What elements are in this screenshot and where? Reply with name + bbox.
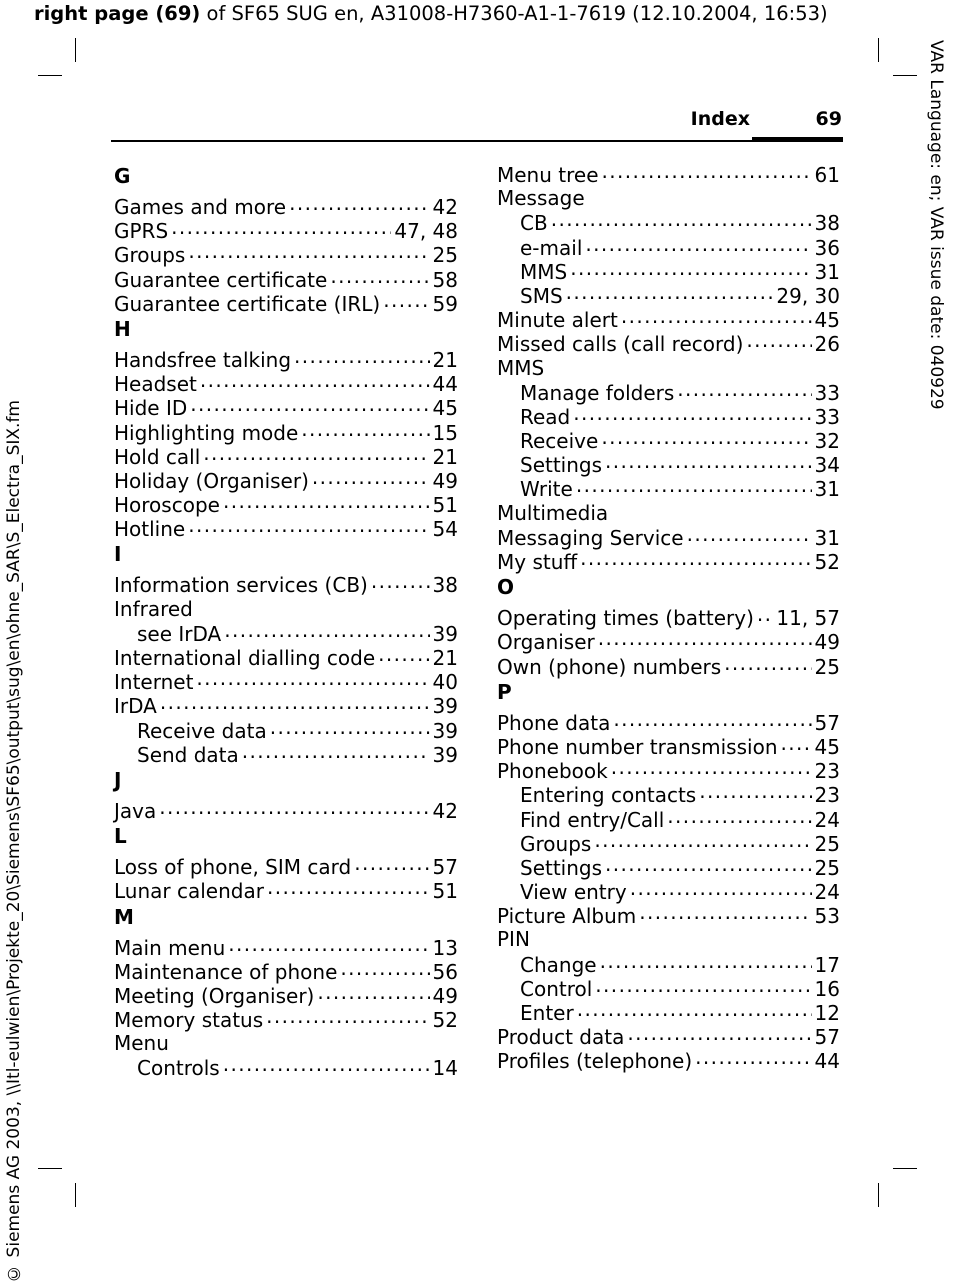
dot-leader xyxy=(687,525,812,545)
index-page-ref: 56 xyxy=(432,959,458,984)
index-term: Messaging Service xyxy=(497,525,684,550)
index-term: GPRS xyxy=(114,219,169,244)
index-term: Settings xyxy=(520,855,603,880)
index-page-ref: 17 xyxy=(814,952,840,977)
index-term: Guarantee certificate (IRL) xyxy=(114,291,381,316)
crop-mark xyxy=(893,75,917,76)
index-page-ref: 45 xyxy=(814,308,840,333)
index-term: Memory status xyxy=(114,1008,264,1033)
index-page-ref: 21 xyxy=(432,347,458,372)
index-term: Settings xyxy=(520,453,603,478)
index-page-ref: 33 xyxy=(814,380,840,405)
index-letter-heading: I xyxy=(114,542,122,567)
index-page-ref: 29, 30 xyxy=(776,283,840,308)
index-page-ref: 52 xyxy=(432,1008,458,1033)
index-group-heading: Infrared xyxy=(114,596,193,621)
index-entry xyxy=(497,605,840,629)
index-page-ref: 51 xyxy=(432,493,458,518)
index-group-heading: MMS xyxy=(497,355,545,380)
index-term: Find entry/Call xyxy=(520,807,665,832)
index-group-heading: Multimedia xyxy=(497,500,609,525)
index-term: Information services (CB) xyxy=(114,573,368,598)
dot-leader xyxy=(200,371,430,391)
index-page-ref: 25 xyxy=(814,855,840,880)
index-entry xyxy=(497,710,840,734)
page-number: 69 xyxy=(815,108,842,130)
index-entry xyxy=(114,516,458,540)
index-term: Hotline xyxy=(114,517,186,542)
index-term: Maintenance of phone xyxy=(114,959,338,984)
index-entry xyxy=(114,572,458,596)
index-entry xyxy=(497,903,840,927)
index-term: Headset xyxy=(114,372,197,397)
dot-leader xyxy=(585,235,811,255)
index-subentry xyxy=(497,807,840,831)
crop-mark xyxy=(75,38,76,62)
index-term: Minute alert xyxy=(497,308,618,333)
index-term: Hold call xyxy=(114,444,201,469)
dot-leader xyxy=(551,210,812,230)
dot-leader xyxy=(159,798,429,818)
dot-leader xyxy=(294,347,430,367)
dot-leader xyxy=(627,1024,811,1044)
dot-leader xyxy=(196,669,429,689)
crop-mark xyxy=(878,1183,879,1207)
index-entry xyxy=(114,959,458,983)
running-header-title: Index xyxy=(690,108,750,130)
index-entry xyxy=(497,734,840,758)
index-term: Control xyxy=(520,976,593,1001)
dot-leader xyxy=(266,1007,429,1027)
index-term: Missed calls (call record) xyxy=(497,332,744,357)
dot-leader xyxy=(566,283,774,303)
index-subentry xyxy=(497,952,840,976)
index-page-ref: 32 xyxy=(814,429,840,454)
dot-leader xyxy=(171,218,391,238)
index-term: Controls xyxy=(137,1056,220,1081)
index-entry xyxy=(497,758,840,782)
index-term: e-mail xyxy=(520,235,583,260)
index-entry xyxy=(114,798,458,822)
index-entry xyxy=(114,645,458,669)
index-entry xyxy=(114,444,458,468)
dot-leader xyxy=(378,645,429,665)
index-term: Own (phone) numbers xyxy=(497,654,722,679)
index-entry xyxy=(114,242,458,266)
index-page-ref: 16 xyxy=(814,976,840,1001)
crop-mark xyxy=(75,1183,76,1207)
dot-leader xyxy=(695,1048,811,1068)
dot-leader xyxy=(289,194,429,214)
index-page-ref: 11, 57 xyxy=(776,606,840,631)
index-subentry xyxy=(497,380,840,404)
crop-mark xyxy=(38,75,62,76)
index-entry xyxy=(114,194,458,218)
index-page-ref: 31 xyxy=(814,477,840,502)
index-term: Menu tree xyxy=(497,163,599,187)
index-column-right xyxy=(497,162,840,1073)
dot-leader xyxy=(228,935,429,955)
dot-leader xyxy=(242,742,430,762)
index-page-ref: 15 xyxy=(432,420,458,445)
dot-leader xyxy=(570,259,811,279)
index-subentry xyxy=(497,428,840,452)
index-page-ref: 42 xyxy=(432,798,458,823)
index-entry xyxy=(114,669,458,693)
dot-leader xyxy=(317,983,429,1003)
index-page-ref: 57 xyxy=(432,855,458,880)
header-rule-accent xyxy=(752,137,843,142)
index-entry xyxy=(114,935,458,959)
index-entry xyxy=(114,983,458,1007)
dot-leader xyxy=(577,1000,812,1020)
index-letter-heading: P xyxy=(497,679,512,704)
dot-leader xyxy=(605,452,812,472)
index-entry xyxy=(114,371,458,395)
index-entry xyxy=(114,395,458,419)
index-page-ref: 53 xyxy=(814,904,840,929)
index-subentry xyxy=(114,718,458,742)
index-term: Receive data xyxy=(137,718,267,743)
index-page-ref: 44 xyxy=(432,372,458,397)
index-subentry xyxy=(497,1000,840,1024)
index-subentry xyxy=(114,1055,458,1079)
index-entry xyxy=(497,1024,840,1048)
dot-leader xyxy=(595,976,811,996)
index-subentry xyxy=(497,452,840,476)
index-entry xyxy=(114,468,458,492)
index-entry xyxy=(114,878,458,902)
index-subentry xyxy=(497,782,840,806)
index-page-ref: 44 xyxy=(814,1049,840,1074)
index-entry xyxy=(497,331,840,355)
index-entry xyxy=(497,629,840,653)
index-term: Groups xyxy=(520,831,592,856)
index-term: SMS xyxy=(520,283,563,308)
index-page-ref: 25 xyxy=(814,654,840,679)
index-page-ref: 24 xyxy=(814,807,840,832)
index-page-ref: 38 xyxy=(432,573,458,598)
index-term: Internet xyxy=(114,670,194,695)
index-entry xyxy=(114,267,458,291)
index-term: Phonebook xyxy=(497,759,608,784)
index-page-ref: 49 xyxy=(432,468,458,493)
index-page-ref: 13 xyxy=(432,935,458,960)
dot-leader xyxy=(677,380,811,400)
index-entry xyxy=(497,549,840,573)
index-page-ref: 57 xyxy=(814,710,840,735)
index-subentry xyxy=(497,235,840,259)
index-term: Read xyxy=(520,404,571,429)
index-subentry xyxy=(497,283,840,307)
index-term: Receive xyxy=(520,429,599,454)
index-subentry xyxy=(497,976,840,1000)
index-page-ref: 57 xyxy=(814,1025,840,1050)
index-page-ref: 49 xyxy=(814,630,840,655)
print-job-info xyxy=(34,2,828,26)
dot-leader xyxy=(667,807,811,827)
index-page-ref: 23 xyxy=(814,783,840,808)
index-term: Groups xyxy=(114,243,186,268)
index-page-ref: 52 xyxy=(814,550,840,574)
index-page-ref: 58 xyxy=(432,267,458,292)
dot-leader xyxy=(270,718,430,738)
index-group-heading: Menu xyxy=(114,1031,169,1056)
dot-leader xyxy=(580,549,811,569)
index-term: MMS xyxy=(520,259,568,284)
index-page-ref: 39 xyxy=(432,718,458,743)
dot-leader xyxy=(630,879,812,899)
index-entry xyxy=(114,291,458,315)
print-job-page: right page (69) xyxy=(34,2,201,25)
dot-leader xyxy=(757,605,773,625)
index-term: Phone data xyxy=(497,710,611,735)
index-page-ref: 21 xyxy=(432,444,458,469)
index-group-heading: Message xyxy=(497,186,585,211)
index-entry xyxy=(114,347,458,371)
index-letter-heading: H xyxy=(114,316,131,341)
index-page-ref: 21 xyxy=(432,646,458,670)
dot-leader xyxy=(594,831,811,851)
index-term: Phone number transmission xyxy=(497,734,778,759)
index-term: International dialling code xyxy=(114,646,376,670)
index-page-ref: 36 xyxy=(814,235,840,260)
index-page-ref: 26 xyxy=(814,332,840,357)
crop-mark xyxy=(878,38,879,62)
dot-leader xyxy=(598,629,812,649)
print-job-details: of SF65 SUG en, A31008-H7360-A1-1-7619 (12.10.2004, 16:53) xyxy=(200,2,828,25)
dot-leader xyxy=(605,855,812,875)
index-entry xyxy=(114,693,458,717)
index-entry xyxy=(497,162,840,186)
dot-leader xyxy=(301,420,429,440)
index-page-ref: 59 xyxy=(432,291,458,316)
dot-leader xyxy=(613,710,811,730)
dot-leader xyxy=(190,395,429,415)
index-term: Java xyxy=(114,798,157,823)
index-term: Product data xyxy=(497,1025,625,1050)
index-subentry xyxy=(497,259,840,283)
index-page-ref: 33 xyxy=(814,404,840,429)
index-term: Send data xyxy=(137,742,239,767)
index-term: Write xyxy=(520,477,573,502)
index-entry xyxy=(114,492,458,516)
index-page-ref: 49 xyxy=(432,983,458,1008)
index-page-ref: 42 xyxy=(432,195,458,219)
index-subentry xyxy=(497,210,840,234)
copyright-path-note: © Siemens AG 2003, \\Itl-eulwien\Projekte_20\Siemens\SF65\output\sug\en\ohne_SAR\S_Electra_SIX.fm xyxy=(4,400,24,1283)
index-entry xyxy=(114,218,458,242)
index-term: Horoscope xyxy=(114,493,220,518)
dot-leader xyxy=(340,959,429,979)
index-page-ref: 39 xyxy=(432,621,458,646)
dot-leader xyxy=(611,758,812,778)
dot-leader xyxy=(160,693,430,713)
dot-leader xyxy=(267,878,430,898)
index-subentry xyxy=(114,742,458,766)
index-term: View entry xyxy=(520,880,627,905)
index-term: Operating times (battery) xyxy=(497,606,754,631)
dot-leader xyxy=(576,476,812,496)
index-group-heading: PIN xyxy=(497,927,530,952)
dot-leader xyxy=(746,331,811,351)
index-term: Games and more xyxy=(114,195,287,219)
dot-leader xyxy=(639,903,811,923)
index-term: Main menu xyxy=(114,935,226,960)
index-subentry xyxy=(497,831,840,855)
dot-leader xyxy=(383,291,429,311)
index-entry xyxy=(497,1048,840,1072)
dot-leader xyxy=(203,444,429,464)
index-entry xyxy=(114,1007,458,1031)
index-entry xyxy=(114,420,458,444)
index-page-ref: 45 xyxy=(432,396,458,421)
dot-leader xyxy=(781,734,812,754)
index-term: Highlighting mode xyxy=(114,420,299,445)
index-letter-heading: M xyxy=(114,904,134,929)
index-term: Guarantee certificate xyxy=(114,267,328,292)
index-subentry xyxy=(497,855,840,879)
index-letter-heading: L xyxy=(114,824,127,849)
index-page-ref: 31 xyxy=(814,525,840,550)
dot-leader xyxy=(600,952,812,972)
dot-leader xyxy=(371,572,430,592)
index-subentry xyxy=(497,476,840,500)
index-entry xyxy=(497,525,840,549)
index-page-ref: 38 xyxy=(814,211,840,236)
index-term: Organiser xyxy=(497,630,595,655)
dot-leader xyxy=(573,404,811,424)
index-entry xyxy=(497,307,840,331)
index-column-left xyxy=(114,162,458,1080)
index-entry xyxy=(114,854,458,878)
index-page-ref: 39 xyxy=(432,742,458,767)
index-term: Holiday (Organiser) xyxy=(114,468,309,493)
dot-leader xyxy=(188,242,429,262)
index-subentry xyxy=(497,404,840,428)
dot-leader xyxy=(621,307,812,327)
dot-leader xyxy=(699,782,811,802)
index-page-ref: 51 xyxy=(432,879,458,904)
index-page-ref: 34 xyxy=(814,453,840,478)
index-page-ref: 25 xyxy=(814,831,840,856)
dot-leader xyxy=(330,267,429,287)
index-term: IrDA xyxy=(114,694,157,719)
crop-mark xyxy=(893,1168,917,1169)
header-rule xyxy=(111,140,843,142)
index-letter-heading: O xyxy=(497,575,515,600)
crop-mark xyxy=(38,1168,62,1169)
index-term: see IrDA xyxy=(137,621,222,646)
index-term: Hide ID xyxy=(114,396,188,421)
index-page-ref: 24 xyxy=(814,880,840,905)
dot-leader xyxy=(602,162,812,182)
index-page-ref: 12 xyxy=(814,1001,840,1025)
dot-leader xyxy=(312,468,430,488)
dot-leader xyxy=(601,428,811,448)
dot-leader xyxy=(188,516,429,536)
dot-leader xyxy=(354,854,429,874)
index-term: Profiles (telephone) xyxy=(497,1049,693,1074)
index-term: Enter xyxy=(520,1001,574,1025)
dot-leader xyxy=(223,492,430,512)
index-page-ref: 14 xyxy=(432,1056,458,1081)
index-term: Loss of phone, SIM card xyxy=(114,855,352,880)
index-page-ref: 39 xyxy=(432,694,458,719)
index-term: Picture Album xyxy=(497,904,637,929)
index-term: Meeting (Organiser) xyxy=(114,983,315,1008)
index-page-ref: 40 xyxy=(432,670,458,695)
index-page-ref: 47, 48 xyxy=(394,219,458,244)
dot-leader xyxy=(724,654,811,674)
index-term: Handsfree talking xyxy=(114,347,292,372)
index-term: My stuff xyxy=(497,550,578,574)
index-page-ref: 31 xyxy=(814,259,840,284)
index-term: Lunar calendar xyxy=(114,879,264,904)
index-subentry xyxy=(114,621,458,645)
index-term: Entering contacts xyxy=(520,783,697,808)
index-term: Change xyxy=(520,952,597,977)
index-page-ref: 61 xyxy=(814,163,840,187)
index-page-ref: 23 xyxy=(814,759,840,784)
index-page-ref: 54 xyxy=(432,517,458,542)
index-letter-heading: J xyxy=(114,767,122,792)
index-page-ref: 25 xyxy=(432,243,458,268)
index-subentry xyxy=(497,879,840,903)
var-language-note: VAR Language: en; VAR issue date: 040929 xyxy=(926,40,946,410)
index-term: CB xyxy=(520,211,548,236)
index-entry xyxy=(497,654,840,678)
index-letter-heading: G xyxy=(114,164,131,188)
index-term: Manage folders xyxy=(520,380,675,405)
index-page-ref: 45 xyxy=(814,734,840,759)
dot-leader xyxy=(224,621,429,641)
dot-leader xyxy=(223,1055,430,1075)
